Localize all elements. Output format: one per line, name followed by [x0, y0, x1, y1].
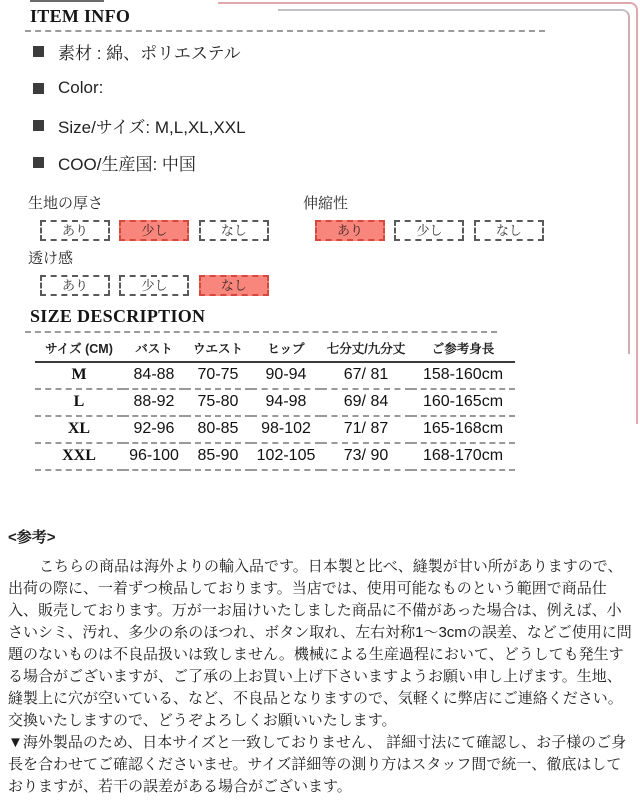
option-chip: あり: [40, 220, 110, 241]
col-header-size: サイズ (CM): [35, 337, 123, 362]
spec-list: [33, 41, 246, 189]
size-table-row: [35, 389, 515, 416]
square-bullet-icon: [33, 120, 44, 131]
cell-size: XL: [35, 416, 123, 443]
option-chip-selected: 少し: [119, 220, 189, 241]
attribute-label: 生地の厚さ: [28, 195, 104, 212]
size-table-row: [35, 362, 515, 389]
option-row: [315, 220, 549, 241]
spec-label: COO/生産国: 中国: [58, 154, 196, 174]
option-chip: なし: [474, 220, 544, 241]
cell-height: 165-168cm: [411, 416, 515, 443]
spec-label: 素材 : 綿、ポリエステル: [58, 43, 241, 63]
cell-bust: 92-96: [123, 416, 185, 443]
decorative-frame-inner: [278, 9, 630, 354]
option-row: [40, 275, 274, 296]
cell-length: 69/ 84: [321, 389, 411, 416]
cell-waist: 80-85: [185, 416, 251, 443]
fabric-thickness-group: [28, 192, 274, 241]
reference-section: [8, 526, 633, 798]
stretch-group: [303, 192, 549, 241]
size-description-title: SIZE DESCRIPTION: [30, 306, 206, 326]
size-table-row: [35, 443, 515, 470]
col-header-hip: ヒップ: [251, 337, 321, 362]
item-info-divider: [25, 30, 545, 32]
cell-height: 168-170cm: [411, 443, 515, 470]
col-header-waist: ウエスト: [185, 337, 251, 362]
cell-hip: 102-105: [251, 443, 321, 470]
cell-length: 73/ 90: [321, 443, 411, 470]
square-bullet-icon: [33, 83, 44, 94]
item-info-title: ITEM INFO: [30, 6, 131, 26]
cell-waist: 85-90: [185, 443, 251, 470]
cell-hip: 98-102: [251, 416, 321, 443]
cell-waist: 75-80: [185, 389, 251, 416]
cell-bust: 96-100: [123, 443, 185, 470]
spec-label: Color:: [58, 78, 104, 97]
cell-waist: 70-75: [185, 362, 251, 389]
cell-hip: 94-98: [251, 389, 321, 416]
cell-hip: 90-94: [251, 362, 321, 389]
cell-bust: 84-88: [123, 362, 185, 389]
cell-height: 158-160cm: [411, 362, 515, 389]
attribute-label: 伸縮性: [303, 195, 349, 212]
reference-heading: <参考>: [8, 529, 56, 546]
cell-length: 71/ 87: [321, 416, 411, 443]
col-header-height: ご参考身長: [411, 337, 515, 362]
reference-paragraph-1: こちらの商品は海外よりの輸入品です。日本製と比べ、縫製が甘い所がありますので、出荷の際に、一着ずつ検品しております。当店では、使用可能なものという範囲で商品仕入、販売しております。万が一お届けいたしました商品に不備があった場合は、例えば、小さいシミ、汚れ、多少の糸のほつれ、ボタン取れ、左右対称1～3cmの誤差、などご使用に問題のないものは不良品扱いは致しません。機械による生産過程において、どうしても発生する場合がございますが、ご了承の上お買い上げ下さいますようお願い申し上げます。生地、縫製上に穴が空いている、など、不良品となりますので、気軽くに弊店にご連絡ください。交換いたしますので、どうぞよろしくお願いいたします。: [8, 558, 632, 729]
option-chip-selected: なし: [199, 275, 269, 296]
col-header-length: 七分丈/九分丈: [321, 337, 411, 362]
spec-label: Size/サイズ: M,L,XL,XXL: [58, 117, 246, 137]
option-row: [40, 220, 274, 241]
attribute-label: 透け感: [28, 250, 74, 267]
option-chip: 少し: [119, 275, 189, 296]
spec-item-coo: [33, 152, 246, 172]
spec-item-size: [33, 115, 246, 135]
sheerness-group: [28, 247, 274, 296]
cell-bust: 88-92: [123, 389, 185, 416]
cell-height: 160-165cm: [411, 389, 515, 416]
cell-size: L: [35, 389, 123, 416]
square-bullet-icon: [33, 157, 44, 168]
option-chip: あり: [40, 275, 110, 296]
cropped-content-strip: [30, 0, 104, 2]
col-header-bust: バスト: [123, 337, 185, 362]
cell-length: 67/ 81: [321, 362, 411, 389]
size-table-row: [35, 416, 515, 443]
cell-size: XXL: [35, 443, 123, 470]
size-description-divider: [25, 331, 497, 333]
option-chip-selected: あり: [315, 220, 385, 241]
reference-paragraph-2: ▼海外製品のため、日本サイズと一致しておりません、 詳細寸法にて確認し、お子様のご身長を合わせてご確認くださいませ。サイズ詳細等の測り方はスタッフ間で統一、徹底はしておりますが、若干の誤差がある場合がございます。: [8, 734, 627, 795]
square-bullet-icon: [33, 46, 44, 57]
spec-item-color: [33, 78, 246, 98]
size-table: [35, 337, 515, 471]
option-chip: なし: [199, 220, 269, 241]
cell-size: M: [35, 362, 123, 389]
spec-item-material: [33, 41, 246, 61]
size-table-header: [35, 337, 515, 362]
option-chip: 少し: [394, 220, 464, 241]
